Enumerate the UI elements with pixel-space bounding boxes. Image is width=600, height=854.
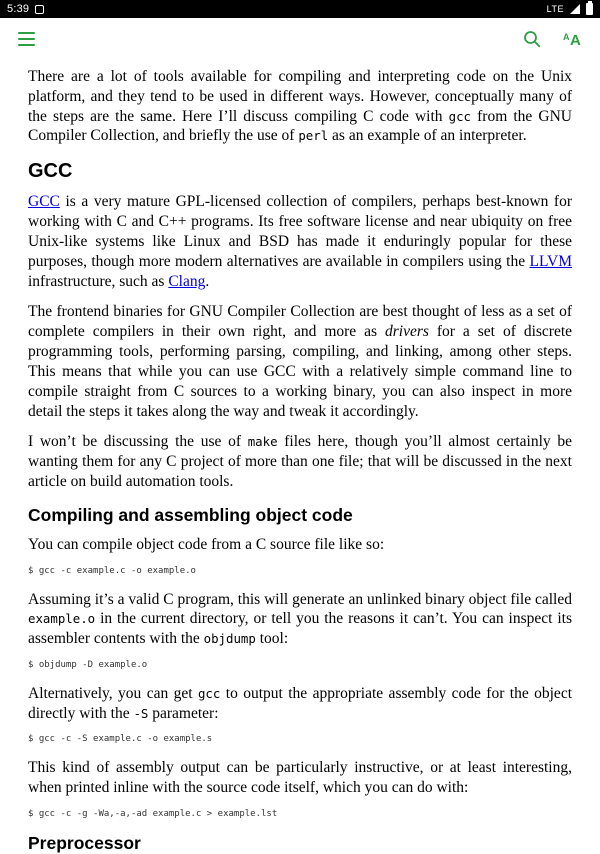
section-heading: GCC [28, 160, 73, 183]
paragraph [28, 590, 572, 649]
text-run: Alternatively, you can get [28, 684, 198, 702]
svg-text:A: A [570, 32, 581, 49]
emphasis-text: drivers [385, 323, 429, 341]
status-time: 5:39 [7, 3, 30, 15]
section-heading: Compiling and assembling object code [28, 504, 353, 525]
text-run: Assuming it’s a valid C program, this will generate an unlinked binary object file called [28, 590, 572, 608]
paragraph [28, 192, 572, 291]
code-block: $ gcc -c -g -Wa,-a,-ad example.c > example.lst [28, 808, 278, 819]
article-content [0, 60, 600, 854]
text-run: parameter: [148, 704, 219, 722]
inline-link[interactable]: GCC [28, 193, 60, 211]
inline-code: objdump [203, 631, 256, 647]
battery-icon [586, 3, 593, 15]
code-block: $ objdump -D example.o [28, 660, 148, 671]
app-toolbar [0, 18, 600, 60]
inline-code: make [247, 434, 278, 450]
paragraph [28, 302, 572, 421]
inline-code: gcc [197, 685, 221, 701]
text-run: You can compile object code from a C source file like so: [28, 535, 385, 553]
inline-link[interactable]: LLVM [529, 252, 572, 270]
text-run: in the current directory, or tell you the reasons it can’t. You can inspect its assembler contents with the [28, 610, 572, 648]
paragraph [28, 432, 572, 491]
status-bar [0, 0, 600, 18]
text-run: There are a lot of tools available for compiling and interpreting code on the Unix platform, and they tend to be used in different ways. However, conceptually many of the steps are the same. Here I’ll discuss compiling C code with [28, 68, 572, 125]
text-run: tool: [255, 630, 289, 648]
text-run: for a set of discrete programming tools, performing parsing, compiling, and linking, among other steps. This means that while you can use GCC with a relatively simple command line to compile straight from C sources to a working binary, you can also inspect in more detail the steps it takes along the way and tweak it accordingly. [28, 323, 573, 420]
text-run: is a very mature GPL-licensed collection of compilers, perhaps best-known for working with C and C++ programs. Its free software license and near ubiquity on free Unix-like systems like Linux and BSD has made it enduringly popular for these purposes, though more modern alternatives are available in compilers using the [28, 193, 572, 270]
paragraph [28, 67, 572, 146]
text-run: . [205, 272, 210, 290]
paragraph [28, 758, 572, 798]
text-run: This kind of assembly output can be particularly instructive, or at least interesting, when printed inline with the source code itself, which you can do with: [28, 759, 572, 797]
code-block: $ gcc -c -S example.c -o example.s [28, 734, 213, 745]
inline-code: example.o [28, 611, 96, 627]
svg-text:A: A [563, 32, 570, 42]
text-run: I won’t be discussing the use of [28, 433, 248, 451]
search-icon[interactable] [522, 29, 542, 49]
status-icon [35, 5, 44, 14]
inline-code: gcc [448, 108, 472, 124]
text-run: from the GNU Compiler Collection, and briefly the use of [28, 107, 572, 145]
section-heading: Preprocessor [28, 832, 141, 853]
network-type-label: LTE [546, 4, 564, 14]
text-run: infrastructure, such as [28, 272, 169, 290]
text-run: to output the appropriate assembly code for the object directly with the [28, 684, 573, 722]
inline-code: -S [133, 705, 149, 721]
text-run: The frontend binaries for GNU Compiler Collection are best thought of less as a set of complete compilers in their own right, and more as [28, 303, 572, 341]
inline-code: perl [298, 128, 329, 144]
inline-link[interactable]: Clang [168, 272, 206, 290]
signal-icon [570, 4, 580, 14]
paragraph [28, 684, 572, 724]
menu-icon[interactable] [16, 28, 37, 50]
paragraph [28, 535, 572, 555]
code-block: $ gcc -c example.c -o example.o [28, 565, 196, 576]
text-run: as an example of an interpreter. [328, 127, 527, 145]
text-run: files here, though you’ll almost certainly be wanting them for any C project of more than one file; that will be discussed in the next article on build automation tools. [28, 433, 572, 491]
font-size-icon[interactable] [562, 29, 584, 49]
